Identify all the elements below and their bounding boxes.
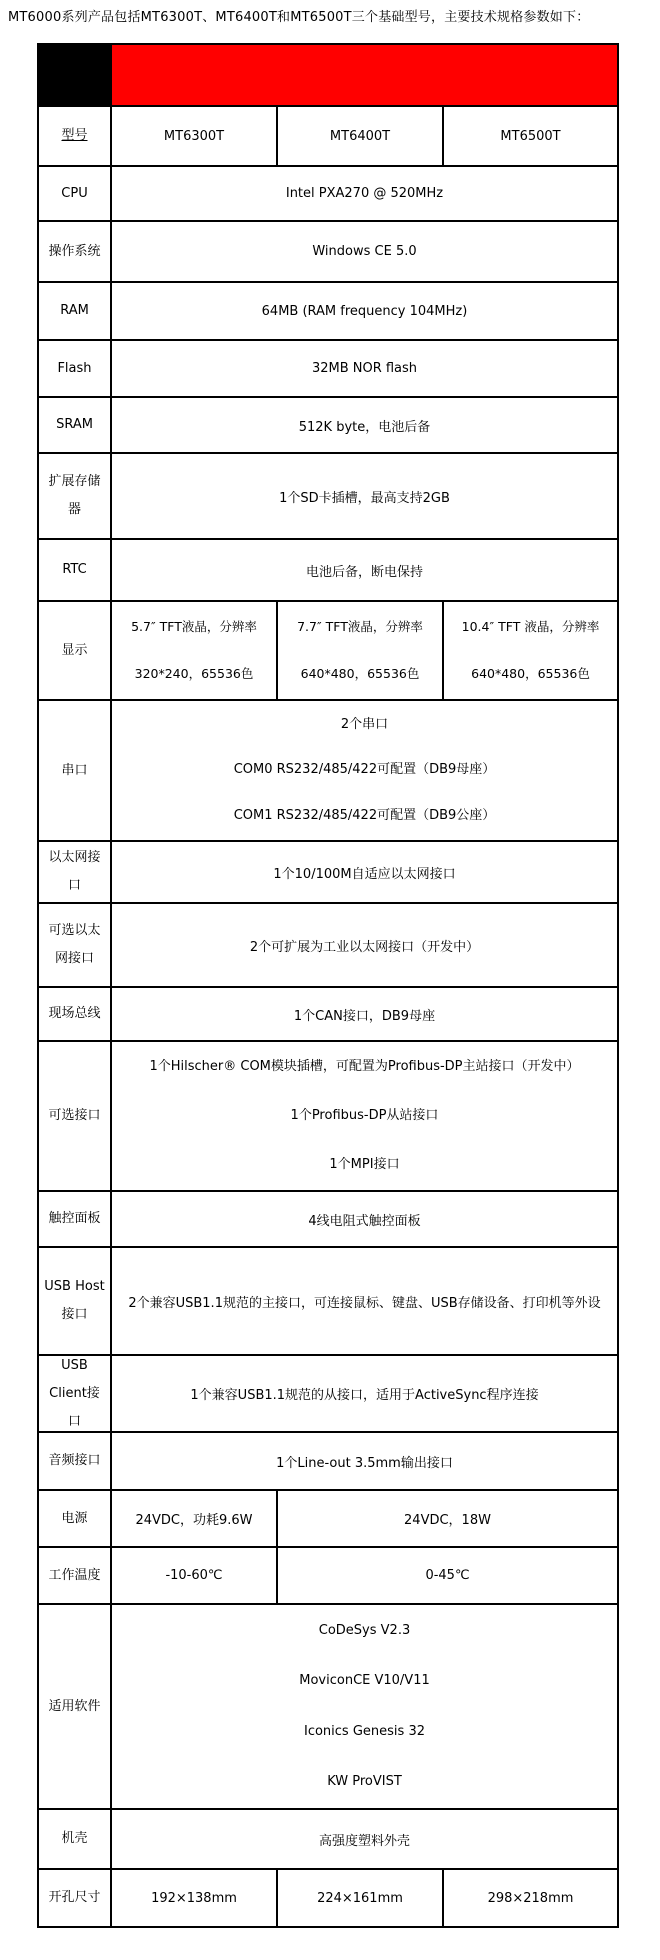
cutout-cell: 224×161mm (276, 1870, 442, 1926)
row-value: Intel PXA270 @ 520MHz (110, 167, 617, 220)
row-label: 适用软件 (48, 1698, 101, 1714)
table-row-fieldbus (39, 986, 617, 1040)
table-row-sram (39, 396, 617, 452)
row-value: 1个CAN接口，DB9母座 (110, 988, 617, 1040)
table-row-cutout-size (39, 1868, 617, 1926)
row-value: 1个SD卡插槽，最高支持2GB (110, 454, 617, 538)
row-label: 触控面板 (48, 1211, 101, 1226)
row-label: 显示 (61, 642, 88, 658)
row-value: 1个Hilscher® COM模块插槽，可配置为Profibus-DP主站接口（开发中） 1个Profibus-DP从站接口 1个MPI接口 (110, 1042, 617, 1190)
table-row-rtc (39, 538, 617, 600)
model-cell: MT6400T (276, 107, 442, 165)
table-row-optional-interface (39, 1040, 617, 1190)
row-label: 机壳 (61, 1831, 88, 1846)
table-row-flash (39, 339, 617, 396)
display-spec-cell: 7.7″ TFT液晶，分辨率 640*480，65536色 (276, 602, 442, 699)
model-cell: MT6500T (442, 107, 617, 165)
table-row-serial (39, 699, 617, 840)
power-cell-mt6300t: 24VDC，功耗9.6W (110, 1491, 276, 1546)
row-label: USB Client接 口 (49, 1357, 100, 1429)
cutout-cell: 298×218mm (442, 1870, 617, 1926)
row-label: 扩展存储 器 (48, 474, 101, 517)
model-cell: MT6300T (110, 107, 276, 165)
row-label: 可选以太 网接口 (48, 923, 101, 966)
table-row-ethernet (39, 840, 617, 902)
table-row-operating-temp (39, 1546, 617, 1603)
row-value: 2个兼容USB1.1规范的主接口，可连接鼠标、键盘、USB存储设备、打印机等外设 (110, 1248, 617, 1354)
row-value: 2个串口 COM0 RS232/485/422可配置（DB9母座） COM1 RS232/485/422可配置（DB9公座） (110, 701, 617, 840)
table-row-optional-ethernet (39, 902, 617, 986)
table-row-model (39, 105, 617, 165)
table-row-software (39, 1603, 617, 1808)
row-value: 高强度塑料外壳 (110, 1810, 617, 1868)
row-label: SRAM (56, 417, 93, 432)
row-label: Flash (57, 360, 92, 376)
table-row-display (39, 600, 617, 699)
display-spec-cell: 10.4″ TFT 液晶，分辨率 640*480，65536色 (442, 602, 617, 699)
table-row-touch-panel (39, 1190, 617, 1246)
cutout-cell: 192×138mm (110, 1870, 276, 1926)
table-row-usb-client (39, 1354, 617, 1431)
row-value: 1个兼容USB1.1规范的从接口，适用于ActiveSync程序连接 (110, 1356, 617, 1431)
row-label: 型号 (61, 128, 88, 143)
spec-table (37, 43, 619, 1928)
row-label: 以太网接 口 (48, 850, 101, 893)
row-label: USB Host 接口 (44, 1279, 105, 1322)
row-label: RTC (62, 562, 87, 577)
table-row-enclosure (39, 1808, 617, 1868)
temp-cell-mt6300t: -10-60℃ (110, 1548, 276, 1603)
display-spec-cell: 5.7″ TFT液晶，分辨率 320*240，65536色 (110, 602, 276, 699)
row-label: 串口 (61, 762, 88, 778)
page-title: MT6000系列产品包括MT6300T、MT6400T和MT6500T三个基础型号，主要技术规格参数如下： (8, 10, 590, 25)
table-row-audio (39, 1431, 617, 1489)
table-row-usb-host (39, 1246, 617, 1354)
row-label: 音频接口 (48, 1453, 101, 1468)
row-value: 1个Line-out 3.5mm输出接口 (110, 1433, 617, 1489)
row-label: CPU (61, 185, 88, 201)
row-label: 可选接口 (48, 1108, 101, 1123)
power-cell-mt6400t-mt6500t: 24VDC，18W (276, 1491, 617, 1546)
row-value: 64MB (RAM frequency 104MHz) (110, 283, 617, 339)
table-row-ext-storage (39, 452, 617, 538)
row-value: CoDeSys V2.3 MoviconCE V10/V11 Iconics Genesis 32 KW ProVIST (110, 1605, 617, 1808)
row-value: 1个10/100M自适应以太网接口 (110, 842, 617, 902)
banner-black-cell (39, 45, 110, 105)
row-value: Windows CE 5.0 (110, 222, 617, 281)
row-label: RAM (60, 303, 89, 318)
temp-cell-mt6400t-mt6500t: 0-45℃ (276, 1548, 617, 1603)
banner-red-cell (110, 45, 617, 105)
row-label: 电源 (61, 1510, 88, 1526)
table-banner-row (39, 45, 617, 105)
row-value: 电池后备，断电保持 (110, 540, 617, 600)
row-label: 工作温度 (48, 1567, 101, 1583)
table-row-os (39, 220, 617, 281)
row-value: 32MB NOR flash (110, 341, 617, 396)
row-value: 2个可扩展为工业以太网接口（开发中） (110, 904, 617, 986)
table-row-ram (39, 281, 617, 339)
row-value: 4线电阻式触控面板 (110, 1192, 617, 1246)
row-label: 开孔尺寸 (48, 1890, 101, 1905)
table-row-power (39, 1489, 617, 1546)
row-label: 现场总线 (48, 1006, 101, 1021)
row-label: 操作系统 (48, 243, 101, 259)
table-row-cpu (39, 165, 617, 220)
row-value: 512K byte，电池后备 (110, 398, 617, 452)
